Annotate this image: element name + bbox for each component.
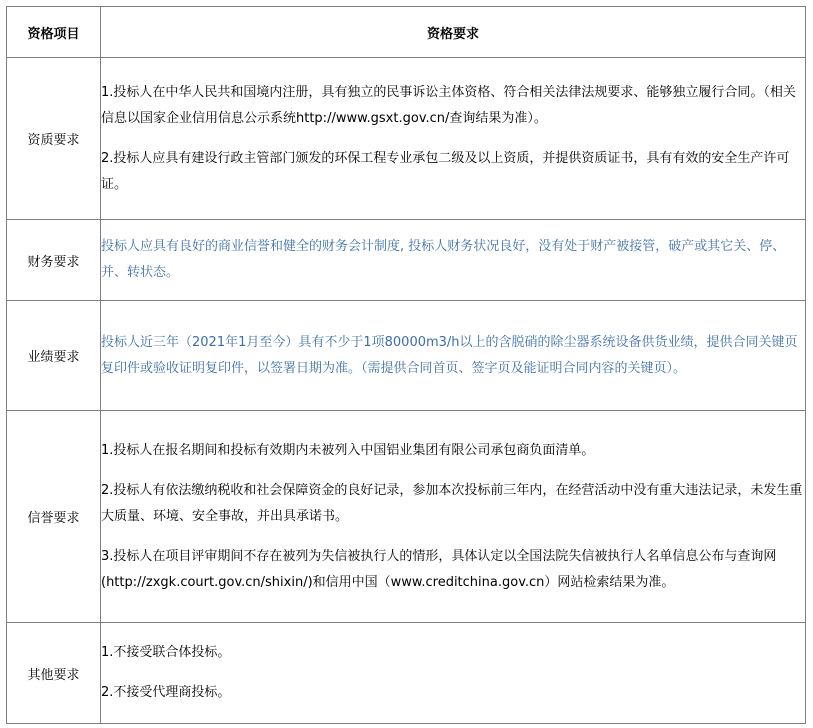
requirement-paragraph: 2.投标人有依法缴纳税收和社会保障资金的良好记录，参加本次投标前三年内，在经营活动中没有重大违法记录，未发生重大质量、环境、安全事故，并出具承诺书。 <box>101 482 803 524</box>
requirement-paragraph: 投标人近三年（2021年1月至今）具有不少于1项80000m3/h以上的含脱硝的除尘器系统设备供货业绩，提供合同关键页复印件或验收证明复印件，以签署日期为准。（需提供合同首页、签字页及能证明合同内容的关键页）。 <box>101 334 798 376</box>
header-qualification-requirement: 资格要求 <box>101 7 806 58</box>
requirement-paragraph: 1.投标人在报名期间和投标有效期内未被列入中国铝业集团有限公司承包商负面清单。 <box>101 442 595 458</box>
table-row-financial <box>7 220 806 301</box>
table-row-qualification <box>7 58 806 220</box>
row-content-credit <box>101 411 806 623</box>
row-label-credit: 信誉要求 <box>7 411 101 623</box>
requirement-paragraph: 2.投标人应具有建设行政主管部门颁发的环保工程专业承包二级及以上资质，并提供资质证书，具有有效的安全生产许可证。 <box>101 150 790 192</box>
row-content-performance <box>101 301 806 411</box>
requirement-paragraph: 1.投标人在中华人民共和国境内注册，具有独立的民事诉讼主体资格、符合相关法律法规要求、能够独立履行合同。（相关信息以国家企业信用信息公示系统http://www.gsxt.gov.cn/查询结果为准）。 <box>101 84 796 126</box>
requirement-paragraph: 1.不接受联合体投标。 <box>101 645 231 660</box>
qualification-table <box>6 6 806 724</box>
row-label-other: 其他要求 <box>7 623 101 724</box>
table-row-credit <box>7 411 806 623</box>
row-content-other <box>101 623 806 724</box>
requirement-paragraph: 2.不接受代理商投标。 <box>101 685 231 700</box>
row-content-financial <box>101 220 806 301</box>
table-row-other <box>7 623 806 724</box>
table-row-performance <box>7 301 806 411</box>
row-label-financial: 财务要求 <box>7 220 101 301</box>
requirement-paragraph: 3.投标人在项目评审期间不存在被列为失信被执行人的情形，具体认定以全国法院失信被执行人名单信息公布与查询网(http://zxgk.court.gov.cn/shixin/)和信用中国（www.creditchina.gov.cn）网站检索结果为准。 <box>101 548 777 590</box>
header-qualification-item: 资格项目 <box>7 7 101 58</box>
row-label-performance: 业绩要求 <box>7 301 101 411</box>
row-content-qualification <box>101 58 806 220</box>
requirement-paragraph: 投标人应具有良好的商业信誉和健全的财务会计制度, 投标人财务状况良好，没有处于财产被接管，破产或其它关、停、并、转状态。 <box>101 239 786 280</box>
table-header-row <box>7 7 806 58</box>
row-label-qualification: 资质要求 <box>7 58 101 220</box>
